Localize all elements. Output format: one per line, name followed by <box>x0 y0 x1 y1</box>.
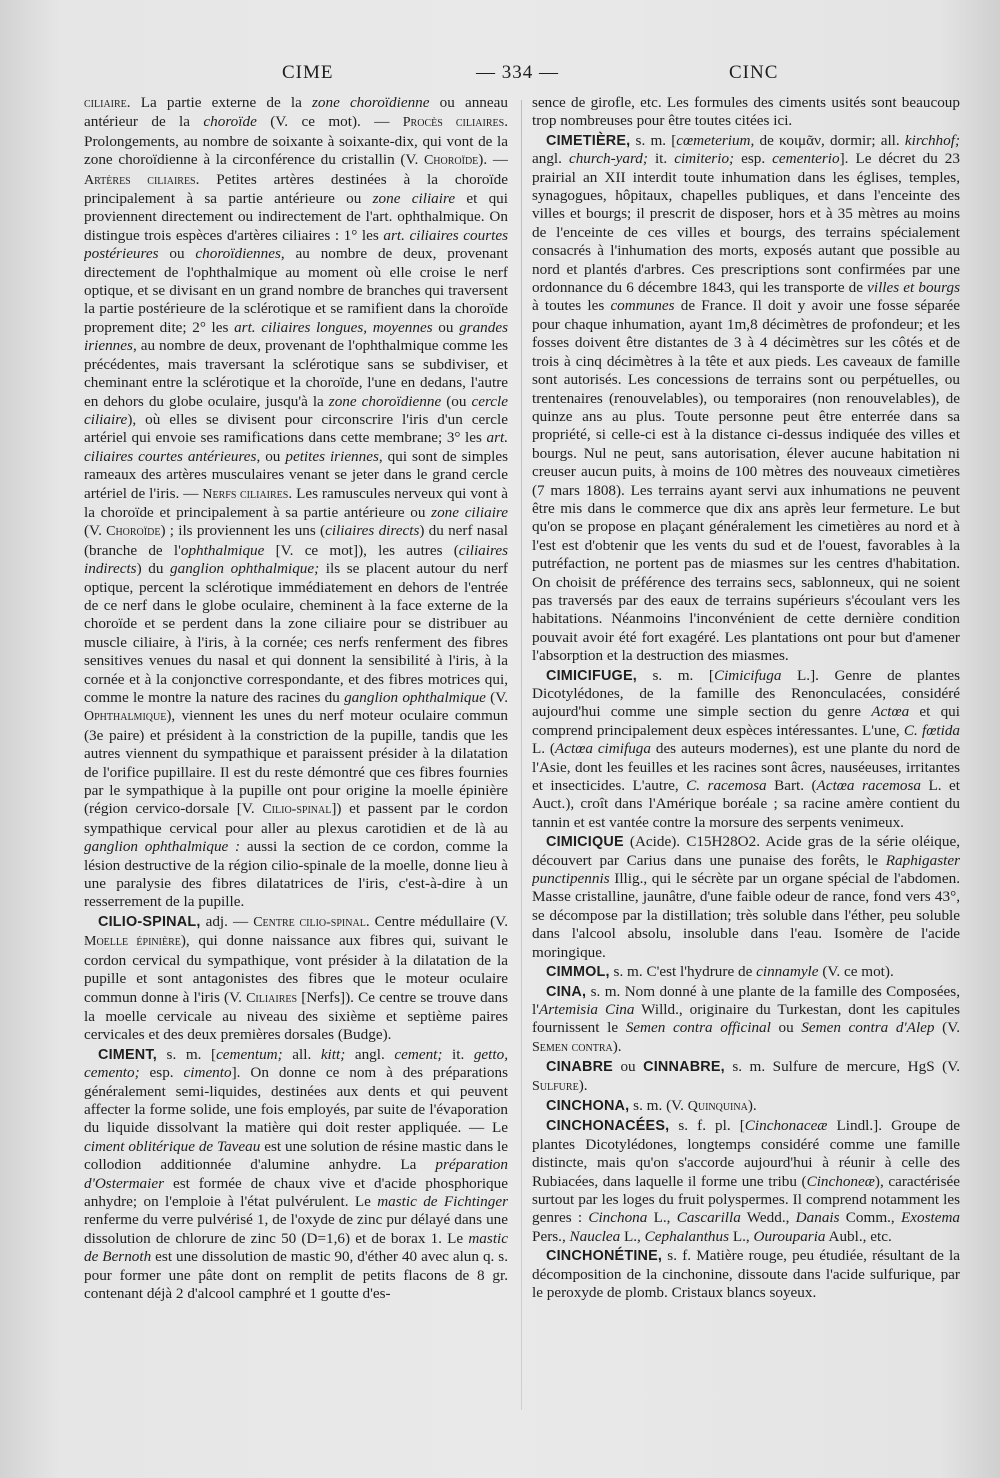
body-text: (Acide). C15H28O2. Acide gras de la série oléique, découvert par Carius dans une punaise des forêts, le <box>532 833 960 869</box>
italic-term: kirchhof; <box>904 131 960 149</box>
entry-headword: CIMICIQUE <box>546 834 624 851</box>
body-text: est formée de chaux vive et d'acide phosphorique anhydre; on l'emploie à l'état pulvérulent. Le <box>84 1174 508 1210</box>
body-text: , ou <box>256 447 286 465</box>
header-right-guideword: CINC <box>729 62 779 83</box>
entry-cilio-spinal <box>84 913 508 1045</box>
body-text: s. m. C'est l'hydrure de <box>609 963 757 981</box>
entry-cinchona <box>532 1097 960 1116</box>
body-text: (V. ce mot). <box>818 963 894 981</box>
entry-headword: CINCHONA, <box>546 1097 630 1114</box>
body-text: (V. <box>84 522 107 540</box>
italic-term: ciliaires directs <box>325 522 420 540</box>
body-text: all. <box>282 1045 321 1063</box>
italic-term: zone ciliaire <box>431 503 508 521</box>
italic-term: préparation d'Ostermaier <box>84 1156 508 1192</box>
italic-term: Cascarilla <box>676 1209 741 1227</box>
italic-term: Danais <box>795 1209 840 1227</box>
cross-reference: Ophthalmique <box>84 709 167 725</box>
body-text: adj. — <box>200 912 254 930</box>
entry-cinchonacees <box>532 1117 960 1246</box>
cross-reference: Ciliaires <box>246 990 298 1006</box>
body-text: Lindl.]. Groupe de plantes Dicotylédones, longtemps considéré comme une famille distincte, mais qu'on s'accorde aujourd'hui à réunir à celle des Rubiacées, dans laquelle il forme une tribu ( <box>532 1117 960 1190</box>
italic-term: art. ciliaires courtes postérieures <box>84 226 508 263</box>
italic-term: zone choroïdienne <box>328 392 442 410</box>
body-text: Illig., qui le sécrète par un organe spécial de l'abdomen. Masse cristalline, jaunâtre, d'une faible odeur de rance, fond vers 43°, se décompose par la distillation; très soluble dans l'éther, peu soluble dans l'alcool absolu, insoluble dans l'eau. Isomère de l'acide moringique. <box>532 870 960 961</box>
body-text: et qui proviennent directement ou indirectement de l'art. ophthalmique. On distingue trois espèces d'artères ciliaires : 1° les <box>84 190 508 244</box>
entry-headword: CIMETIÈRE, <box>546 132 631 149</box>
cross-reference: Sulfure <box>532 1078 579 1094</box>
body-text: de κοιμᾶν, dormir; all. <box>754 131 905 149</box>
body-text: et qui comprend principalement deux espèces intéressantes. L'une, <box>532 703 960 739</box>
body-text: ), où elles se divisent pour circonscrire l'iris d'un cercle artériel qui envoie ses ramifications dans cette membrane; 3° les <box>84 410 508 447</box>
body-text: ou <box>158 245 196 263</box>
entry-headword: CILIO-SPINAL, <box>98 913 201 930</box>
body-text: Willd., originaire du Turkestan, dont les capitules fournissent le <box>532 1000 960 1037</box>
italic-term: cementum; <box>216 1045 283 1063</box>
cross-reference: Choroïde <box>106 524 161 540</box>
italic-term: Actœa racemosa <box>816 777 922 795</box>
entry-cinchonetine <box>532 1247 960 1302</box>
body-text: ) du <box>136 560 171 578</box>
body-text: (V. <box>485 689 508 706</box>
body-text: Comm., <box>839 1209 901 1227</box>
body-text: , au nombre de deux, provenant directement de l'ophthalmique au moment où elle croise le nerf optique, et se divisant en un grand nombre de branches qui traversent la partie postérieure de la sclérotique et se ramifient dans la choroïde proprement dite; 2° les <box>84 245 508 336</box>
body-text: ). <box>747 1096 757 1114</box>
italic-term: ganglion ophthalmique : <box>84 838 241 856</box>
italic-term: cementerio <box>772 150 840 168</box>
body-text: est une solution de résine mastic dans le collodion additionnée d'alumine anhydre. La <box>84 1137 508 1174</box>
entry-headword: CINA, <box>546 983 587 1000</box>
entry-headword: CIMMOL, <box>546 964 610 981</box>
body-text: ). <box>578 1076 588 1094</box>
body-text: L., <box>620 1227 645 1245</box>
body-text: L.]. Genre de plantes Dicotylédones, de la famille des Renonculacées, considéré aujourd'hui comme une simple section du genre <box>532 666 960 721</box>
entry-cimicique <box>532 833 960 962</box>
body-text: esp. <box>139 1064 184 1082</box>
entry-cina <box>532 983 960 1058</box>
italic-term: ophthalmique <box>180 541 265 559</box>
body-text: L. et Auct.), croît dans l'Amérique boréale ; sa racine amère contient du tannin et est vantée contre la morsure des serpents venimeux. <box>532 777 960 831</box>
body-text: . Centre médullaire (V. <box>365 912 508 930</box>
cross-reference: Centre cilio-spinal <box>253 914 366 930</box>
entry-headword: CINCHONÉTINE, <box>546 1248 663 1265</box>
italic-term: Raphigaster punctipennis <box>532 851 960 888</box>
continuation-paragraph <box>532 94 960 131</box>
body-text: L., <box>647 1209 677 1227</box>
italic-term: C. racemosa <box>686 777 767 795</box>
body-text: ou <box>612 1058 644 1076</box>
italic-term: cimento <box>183 1064 232 1082</box>
body-text: ) du nerf nasal (branche de l' <box>84 522 508 559</box>
body-text: (ou <box>441 392 472 410</box>
body-text: . La partie externe de la <box>126 94 312 111</box>
body-text: s. m. Nom donné à une plante de la famille des Composées, l' <box>532 982 960 1018</box>
body-text: renferme du verre pulvérisé 1, de l'oxyde de zinc pur délayé dans une dissolution de chlorure de zinc 50 (D=1,6) et de borax 1. Le <box>84 1211 508 1247</box>
body-text: . Prolongements, au nombre de soixante à soixante-dix, qui vont de la zone choroïdienne à la circonférence du cristallin (V. <box>84 113 508 169</box>
body-text: ]. On donne ce nom à des préparations généralement semi-liquides, destinées aux dents et qui peuvent affecter la forme solide, une fois employés, par suite de l'évaporation du liquide dissolvant la matière qui doit rester appliquée. — Le <box>84 1064 508 1137</box>
entry-headword: CIMICIFUGE, <box>546 667 637 684</box>
italic-term: choroïde <box>203 113 257 131</box>
entry-cinabre <box>532 1058 960 1096</box>
body-text: ou anneau antérieur de la <box>84 94 508 131</box>
entry-cimetiere <box>532 132 960 666</box>
italic-term: mastic de Fichtinger <box>377 1192 508 1210</box>
body-text: ou <box>432 318 460 336</box>
italic-term: Semen contra d'Alep <box>801 1019 935 1037</box>
italic-term: Semen contra officinal <box>625 1019 771 1037</box>
italic-term: petites iriennes <box>285 447 379 465</box>
entry-headword: CIMENT, <box>98 1046 157 1063</box>
body-text: . Petites artères destinées à la choroïde principalement à sa partie antérieure ou <box>84 170 508 208</box>
body-text: [V. ce mot]), les autres ( <box>264 541 459 559</box>
italic-term: Cimicifuga <box>713 666 782 684</box>
body-text: Bart. ( <box>766 777 817 795</box>
cross-reference: Cilio-spinal <box>262 802 332 818</box>
italic-term: art. ciliaires courtes antérieures <box>84 429 508 465</box>
cross-reference: Nerfs ciliaires <box>202 486 289 502</box>
italic-term: Actœa cimifuga <box>555 740 651 758</box>
entry-cimicifuge <box>532 667 960 833</box>
body-text: s. m. (V. <box>629 1096 688 1114</box>
body-text: Wedd., <box>740 1209 796 1227</box>
body-text: angl. <box>345 1045 395 1063</box>
italic-term: Cinchoneæ <box>806 1172 875 1190</box>
body-text: ). — <box>478 151 508 169</box>
italic-term: getto, cemento; <box>84 1045 508 1082</box>
body-text: ]) et passent par le cordon sympathique cervical pour aller au plexus carotidien et de là au <box>84 800 508 837</box>
right-column <box>532 94 960 1440</box>
body-text: s. m. [ <box>636 666 714 684</box>
entry-headword: CINCHONACÉES, <box>546 1118 670 1135</box>
body-text: (V. ce mot). — <box>256 113 403 131</box>
entry-cimmol <box>532 963 960 981</box>
italic-term: zone choroïdienne <box>311 94 430 111</box>
italic-term: mastic de Bernoth <box>84 1229 508 1266</box>
entry-headword: CINABRE <box>546 1059 613 1076</box>
italic-term: Ourouparia <box>753 1227 826 1245</box>
cross-reference: Moelle épinière <box>84 934 181 950</box>
cross-reference: Procès ciliaires <box>402 115 505 131</box>
body-text: , au nombre de deux, provenant de l'ophthalmique comme les précédentes, mais traversant la sclérotique sans se subdiviser, et cheminant entre la sclérotique et la choroïde, l'une en dedans, l'autre en dehors du globe oculaire, jusqu'à la <box>84 337 508 410</box>
italic-term: ganglion ophthalmique; <box>170 560 320 578</box>
body-text: s. m. [ <box>630 131 677 149</box>
body-text: sence de girofle, etc. Les formules des ciments usités sont beaucoup trop nombreuses pour être toutes citées ici. <box>532 94 960 130</box>
body-text: de France. Il doit y avoir une fosse séparée pour chaque inhumation, ayant 1m,8 décimètres de profondeur; et les fosses doivent être distantes de 3 à 4 décimètres sur les côtés et de trois à cinq décimètres à la tête et aux pieds. Les caveaux de famille sont autorisés. Les concessions de terrains sont ou perpétuelles, ou trentenaires (renouvelables), ou temporaires (non renouvelables), de quinze ans au plus. Toute personne peut être enterrée dans sa propriété, si celle-ci est à la distance ci-dessus indiquée des villes et bourgs. Nul ne peut, sans autorisation, élever aucune habitation ni creuser aucun puits, à moins de 100 mètres des nouveaux cimetières (7 mars 1808). Les terrains ayant servi aux inhumations ne peuvent être mis dans le commerce que dix ans après leur fermeture. Le but qu'on se propose en plaçant généralement les cimetières au nord et à l'est est d'obtenir que les vents du sud et de l'ouest, favorables à la putréfaction, ne portent pas de miasmes sur les centres d'habitation. On choisit de préférence des terrains secs, sablonneux, qui ne soient pas traversés par des eaux de terrains supérieurs s'écoulant vers les habitations. Néanmoins l'inconvénient de cette dernière condition pouvait avoir été fort exagéré. Les plantations ont pour but d'amener l'absorption et la destruction des miasmes. <box>532 297 960 665</box>
italic-term: grandes iriennes <box>84 318 508 355</box>
body-text: . Les ramuscules nerveux qui vont à la choroïde et principalement à sa partie antérieure ou <box>84 484 508 521</box>
italic-term: cœmeterium, <box>676 131 755 149</box>
running-header <box>84 62 964 90</box>
italic-term: Nauclea <box>569 1227 621 1245</box>
cross-reference: Semen contra <box>532 1039 613 1055</box>
column-divider <box>521 100 522 1410</box>
italic-term: zone ciliaire <box>372 190 456 208</box>
italic-term: art. ciliaires longues, moyennes <box>234 318 433 336</box>
left-column <box>84 94 508 1440</box>
body-text: [Nerfs]). Ce centre se trouve dans la moelle cervicale au niveau des sixième et septième paires cervicales et des deux premières dorsales (Budge). <box>84 988 508 1044</box>
body-text: ), caractérisée surtout par les loges du fruit polyspermes. Il comprend notamment les genres : <box>532 1172 960 1227</box>
body-text: L. ( <box>532 740 555 758</box>
body-text: Aubl., etc. <box>825 1227 892 1245</box>
body-text: L., <box>729 1227 754 1245</box>
body-text: , qui sont de simples rameaux des artères musculaires venant se jeter dans le grand cercle artériel de l'iris. — <box>84 447 508 502</box>
entry-headword: CINNABRE, <box>643 1059 725 1076</box>
body-text: (V. <box>934 1019 960 1037</box>
italic-term: ganglion ophthalmique <box>344 689 486 706</box>
italic-term: C. fœtida <box>903 721 960 739</box>
cross-reference: ciliaire <box>84 96 127 111</box>
body-text: esp. <box>734 150 773 168</box>
body-text: s. f. Matière rouge, peu étudiée, résultant de la décomposition de la cinchonine, dissoute dans l'acide sulfurique, par le peroxyde de plomb. Cristaux blancs soyeux. <box>532 1247 960 1301</box>
italic-term: Cinchonaceæ <box>744 1117 828 1135</box>
italic-term: communes <box>610 297 675 315</box>
body-text: ]. Le décret du 23 prairial an XII interdit toute inhumation dans les églises, temples, synagogues, hôpitaux, chapelles publiques, et dans l'enceinte des villes et bourgs; il prescrit de disposer, hors et à 35 mètres au moins de l'enceinte de ces villes et bourgs, des terrains spécialement consacrés à l'inhumation des morts, exposés autant que possible au nord et plantés d'arbres. Ces prescriptions sont confirmées par une ordonnance du 6 décembre 1843, qui les transporte de <box>532 150 960 297</box>
body-text: ou <box>770 1019 802 1037</box>
italic-term: cimiterio; <box>674 150 735 168</box>
body-text: s. m. [ <box>156 1045 217 1063</box>
italic-term: cement; <box>394 1045 443 1063</box>
italic-term: Cephalanthus <box>644 1227 730 1245</box>
body-text: ils se placent autour du nerf optique, percent la sclérotique immédiatement en dehors de l'entrée de ce nerf dans le globe oculaire, cheminent à la face externe de la choroïde et se perdent dans la zone ciliaire pour se distribuer au muscle ciliaire, à l'iris, à la cornée; ces nerfs renferment des fibres sensitives venues du nasal et qui donnent la sensibilité à l'iris, à la cornée et à la conjonctive correspondante, et des fibres motrices qui, comme le montre la nature des racines du <box>84 560 508 706</box>
italic-term: Artemisia Cina <box>538 1000 635 1018</box>
body-text: it. <box>647 150 675 168</box>
entry-ciment <box>84 1046 508 1304</box>
italic-term: Actœa <box>871 703 910 721</box>
italic-term: ciment oblitérique de Taveau <box>84 1137 261 1155</box>
italic-term: cinnamyle <box>756 963 819 981</box>
body-text: des auteurs modernes), est une plante du nord de l'Asie, dont les feuilles et les racines sont âcres, nauséeuses, irritantes et insecticides. L'autre, <box>532 740 960 795</box>
italic-term: Exostema <box>900 1209 960 1227</box>
body-text: aussi la section de ce cordon, comme la lésion destructive de la région cilio-spinale de la moelle, donne lieu à une paralysie des fibres dilatatrices de l'iris, c'est-à-dire à un resserrement de la pupille. <box>84 838 508 911</box>
body-text: à toutes les <box>532 297 611 315</box>
body-text: it. <box>442 1045 474 1063</box>
body-text: s. f. pl. [ <box>669 1117 745 1135</box>
header-left-guideword: CIME <box>282 62 334 83</box>
italic-term: choroïdiennes <box>195 245 281 263</box>
cross-reference: Quinquina <box>687 1098 748 1114</box>
italic-term: villes et bourgs <box>867 279 960 297</box>
body-text: ), viennent les unes du nerf moteur oculaire commun (3e paire) et président à la constriction de la pupille, tandis que les autres viennent du sympathique et paraissent présider à la dilatation de l'orifice pupillaire. Il est du reste démontré que ces fibres fournies par le sympathique à la pupille ont pour origine la moelle épinière (région cervico-dorsale [V. <box>84 707 508 818</box>
page-number: — 334 — <box>476 62 559 83</box>
italic-term: ciliaires indirects <box>84 541 508 578</box>
italic-term: cercle ciliaire <box>84 392 508 428</box>
body-text: s. m. Sulfure de mercure, HgS (V. <box>724 1058 960 1076</box>
italic-term: kitt; <box>320 1045 346 1063</box>
body-text: angl. <box>532 150 569 168</box>
continuation-paragraph <box>84 94 508 912</box>
body-text: ), qui donne naissance aux fibres qui, suivant le cordon cervical du sympathique, vont présider à la dilatation de la pupille et sont antagonistes des fibres que le moteur oculaire commun donne à l'iris (V. <box>84 932 508 1006</box>
cross-reference: Artères ciliaires <box>84 172 196 188</box>
italic-term: Cinchona <box>588 1209 648 1227</box>
body-text: est une dissolution de mastic 90, d'éther 40 avec alun q. s. pour former une pâte dont on remplit de petits flacons de 8 gr. contenant déjà 2 d'alcool camphré et 1 goutte d'es- <box>84 1248 508 1302</box>
body-text: ) ; ils proviennent les uns ( <box>160 522 326 540</box>
italic-term: church-yard; <box>568 150 648 168</box>
cross-reference: Choroïde <box>423 153 479 169</box>
body-text: ). <box>612 1037 622 1055</box>
body-text: Pers., <box>532 1227 570 1245</box>
